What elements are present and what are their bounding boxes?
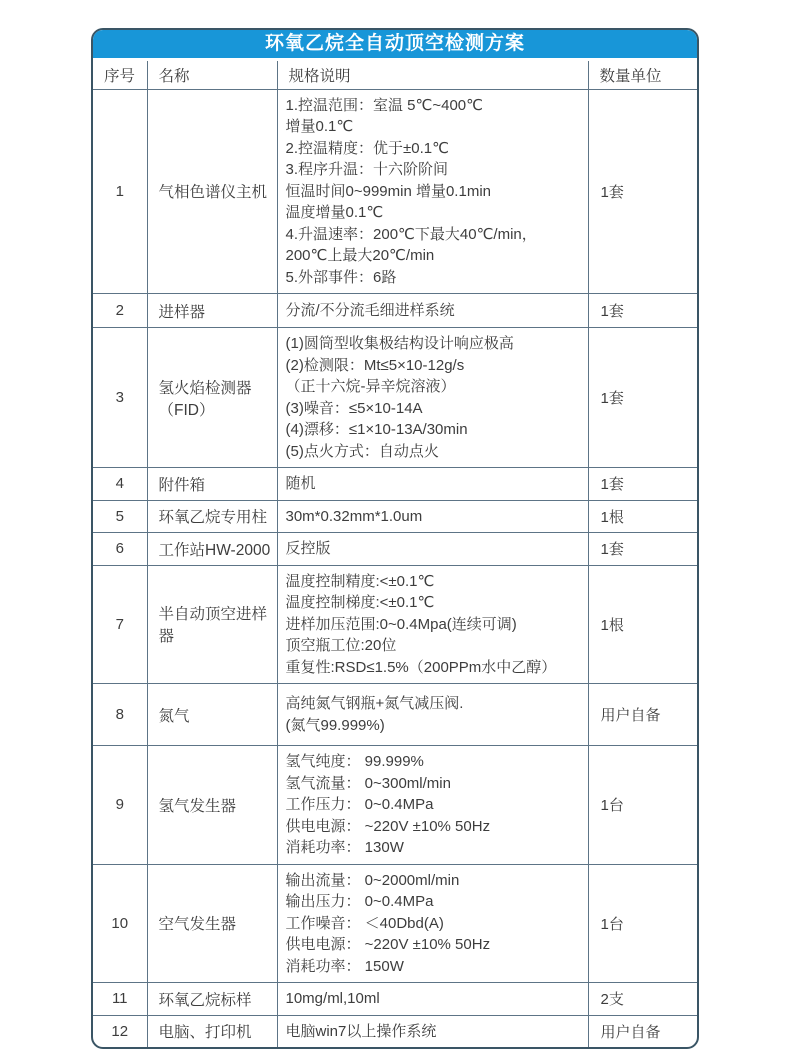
spec-line: (5)点火方式：自动点火	[285, 442, 439, 460]
spec-table	[93, 61, 697, 1047]
table-row	[93, 565, 697, 684]
table-row	[93, 500, 697, 533]
item-quantity: 1套	[588, 328, 697, 468]
column-header-no: 序号	[93, 61, 147, 89]
spec-line: 氢气纯度： 99.999%	[285, 753, 424, 770]
spec-line: 进样加压范围:0~0.4Mpa(连续可调)	[285, 615, 517, 633]
table-row	[93, 533, 697, 566]
spec-line: 反控版	[285, 540, 331, 557]
spec-line: (1)圆筒型收集极结构设计响应极高	[285, 335, 514, 352]
spec-line: 消耗功率： 150W	[285, 957, 404, 975]
spec-line: (2)检测限：Mt≤5×10-12g/s	[285, 356, 465, 374]
item-name: 附件箱	[147, 468, 277, 501]
spec-line: (4)漂移：≤1×10-13A/30min	[285, 421, 468, 438]
header-row	[93, 61, 697, 89]
spec-line: 恒温时间0~999min 增量0.1min	[285, 182, 491, 200]
item-quantity: 2支	[588, 983, 697, 1016]
item-quantity: 1台	[588, 864, 697, 983]
spec-line: 3.程序升温：十六阶阶间	[285, 161, 449, 178]
item-spec	[277, 983, 588, 1016]
spec-line: 氢气流量： 0~300ml/min	[285, 774, 451, 792]
item-name: 半自动顶空进样器	[147, 565, 277, 684]
item-quantity: 用户自备	[588, 684, 697, 746]
row-number: 7	[93, 565, 147, 684]
spec-line: 10mg/ml,10ml	[285, 990, 380, 1007]
table-row	[93, 294, 697, 328]
row-number: 6	[93, 533, 147, 566]
item-spec	[277, 684, 588, 746]
item-spec	[277, 864, 588, 983]
item-spec	[277, 468, 588, 501]
table-row	[93, 864, 697, 983]
spec-line: 消耗功率： 130W	[285, 839, 404, 856]
spec-line: 输出压力： 0~0.4MPa	[285, 893, 434, 910]
spec-line: 电脑win7以上操作系统	[285, 1022, 437, 1040]
spec-line: 重复性:RSD≤1.5%（200PPm水中乙醇）	[285, 658, 557, 676]
table-row	[93, 468, 697, 501]
spec-line: 4.升温速率：200℃下最大40℃/min，	[285, 225, 537, 243]
item-name: 环氧乙烷专用柱	[147, 500, 277, 533]
page-title: 环氧乙烷全自动顶空检测方案	[93, 30, 697, 58]
spec-line: 温度控制精度:<±0.1℃	[285, 572, 435, 590]
spec-line: （正十六烷-异辛烷溶液）	[285, 378, 456, 395]
spec-line: 工作压力： 0~0.4MPa	[285, 796, 434, 813]
spec-line: 温度控制梯度:<±0.1℃	[285, 594, 435, 611]
spec-line: (3)噪音：≤5×10-14A	[285, 399, 423, 417]
item-quantity: 1套	[588, 294, 697, 328]
column-header-qty: 数量单位	[588, 61, 697, 89]
spec-line: 200℃上最大20℃/min	[285, 247, 435, 264]
item-quantity: 1根	[588, 500, 697, 533]
row-number: 1	[93, 89, 147, 294]
spec-line: 高纯氮气钢瓶+氮气减压阀.	[285, 695, 464, 712]
row-number: 9	[93, 746, 147, 865]
item-name: 气相色谱仪主机	[147, 89, 277, 294]
spec-line: 供电电源： ~220V ±10% 50Hz	[285, 936, 491, 953]
column-header-name: 名称	[147, 61, 277, 89]
item-name: 氢火焰检测器（FID）	[147, 328, 277, 468]
spec-line: 1.控温范围：室温 5℃~400℃	[285, 96, 483, 114]
spec-line: 5.外部事件：6路	[285, 268, 397, 286]
item-spec	[277, 565, 588, 684]
row-number: 4	[93, 468, 147, 501]
spec-line: 顶空瓶工位:20位	[285, 637, 397, 654]
table-row	[93, 328, 697, 468]
item-spec	[277, 328, 588, 468]
row-number: 12	[93, 1015, 147, 1047]
spec-line: 2.控温精度：优于±0.1℃	[285, 139, 449, 157]
spec-line: 增量0.1℃	[285, 118, 354, 135]
row-number: 2	[93, 294, 147, 328]
spec-line: 随机	[285, 475, 316, 492]
spec-line: (氮气99.999%)	[285, 716, 385, 734]
item-spec	[277, 294, 588, 328]
item-name: 工作站HW-2000	[147, 533, 277, 566]
column-header-spec: 规格说明	[277, 61, 588, 89]
spec-line: 输出流量： 0~2000ml/min	[285, 871, 460, 889]
spec-sheet	[91, 28, 699, 1049]
spec-line: 工作噪音： ＜40Dbd(A)	[285, 914, 444, 932]
item-spec	[277, 533, 588, 566]
item-spec	[277, 500, 588, 533]
table-row	[93, 684, 697, 746]
item-quantity: 1台	[588, 746, 697, 865]
row-number: 11	[93, 983, 147, 1016]
spec-line: 温度增量0.1℃	[285, 204, 384, 221]
item-quantity: 用户自备	[588, 1015, 697, 1047]
spec-line: 分流/不分流毛细进样系统	[285, 301, 455, 319]
item-name: 电脑、打印机	[147, 1015, 277, 1047]
item-name: 空气发生器	[147, 864, 277, 983]
item-quantity: 1根	[588, 565, 697, 684]
row-number: 8	[93, 684, 147, 746]
item-name: 进样器	[147, 294, 277, 328]
item-name: 环氧乙烷标样	[147, 983, 277, 1016]
table-row	[93, 89, 697, 294]
table-row	[93, 983, 697, 1016]
item-spec	[277, 746, 588, 865]
spec-line: 供电电源： ~220V ±10% 50Hz	[285, 817, 491, 835]
item-quantity: 1套	[588, 533, 697, 566]
item-quantity: 1套	[588, 89, 697, 294]
row-number: 10	[93, 864, 147, 983]
row-number: 5	[93, 500, 147, 533]
item-name: 氮气	[147, 684, 277, 746]
item-name: 氢气发生器	[147, 746, 277, 865]
item-quantity: 1套	[588, 468, 697, 501]
row-number: 3	[93, 328, 147, 468]
table-row	[93, 746, 697, 865]
item-spec	[277, 89, 588, 294]
spec-line: 30m*0.32mm*1.0um	[285, 507, 423, 525]
